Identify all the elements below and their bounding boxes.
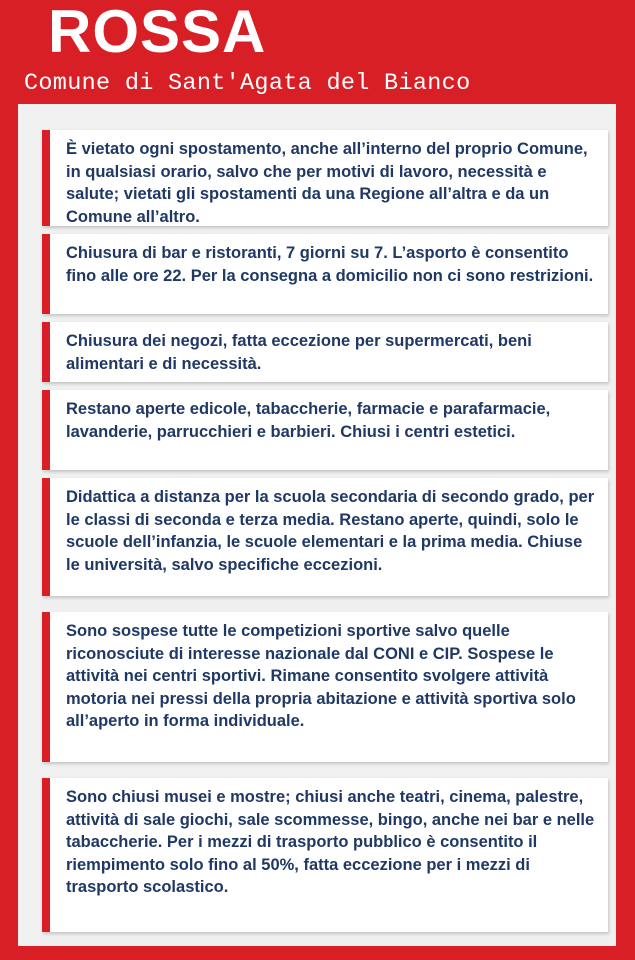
rule-card-sports — [42, 612, 608, 762]
rule-text: Didattica a distanza per la scuola secondaria di secondo grado, per le classi di seconda e terza media. Restano aperte, quindi, solo le scuole dell’infanzia, le scuole elementari e la prima media. Chiuse le università, salvo specifiche eccezioni. — [66, 488, 595, 574]
rule-text: È vietato ogni spostamento, anche all’interno del proprio Comune, in qualsiasi orario, salvo che per motivi di lavoro, necessità e salute; vietati gli spostamenti da una Regione all’altra e da un Comune all’altro. — [66, 140, 588, 226]
rule-card-shops — [42, 322, 608, 382]
rule-card-schools — [42, 478, 608, 596]
rule-card-bars-restaurants — [42, 234, 608, 314]
rule-card-open-services — [42, 390, 608, 470]
rule-text: Restano aperte edicole, tabaccherie, farmacie e parafarmacie, lavanderie, parrucchieri e barbieri. Chiusi i centri estetici. — [66, 400, 551, 441]
rule-card-culture-transport — [42, 778, 608, 932]
zone-title: ROSSA — [48, 0, 267, 65]
rule-text: Chiusura dei negozi, fatta eccezione per supermercati, beni alimentari e di necessità. — [66, 332, 532, 373]
rule-card-movement — [42, 130, 608, 226]
rules-panel — [18, 104, 616, 946]
rule-text: Sono chiusi musei e mostre; chiusi anche teatri, cinema, palestre, attività di sale giochi, sale scommesse, bingo, anche nei bar e nelle tabaccherie. Per i mezzi di trasporto pubblico è consentito il riempimento solo fino al 50%, fatta eccezione per i mezzi di trasporto scolastico. — [66, 788, 595, 896]
rule-text: Chiusura di bar e ristoranti, 7 giorni su 7. L’asporto è consentito fino alle ore 22. Per la consegna a domicilio non ci sono restrizioni. — [66, 244, 594, 285]
municipality-subtitle: Comune di Sant'Agata del Bianco — [24, 70, 471, 97]
rule-text: Sono sospese tutte le competizioni sportive salvo quelle riconosciute di interesse nazionale dal CONI e CIP. Sospese le attività nei centri sportivi. Rimane consentito svolgere attività motoria nei pressi della propria abitazione e attività sportiva solo all’aperto in forma individuale. — [66, 622, 576, 730]
